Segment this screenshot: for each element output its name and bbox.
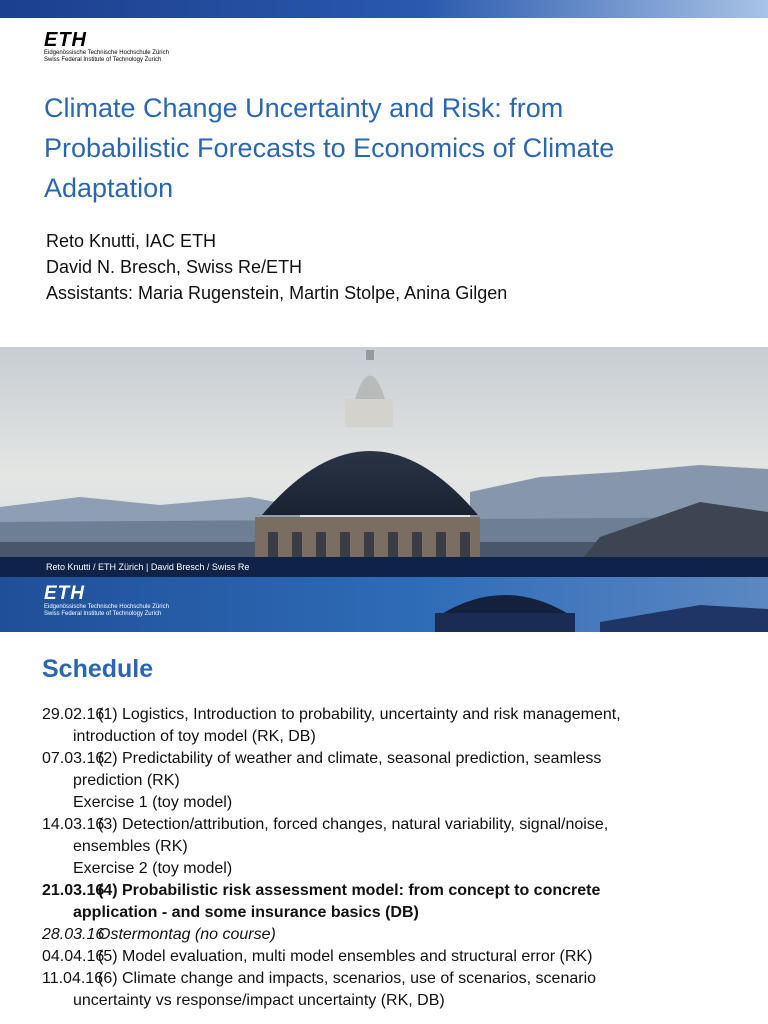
eth-logo-banner	[44, 584, 169, 618]
schedule-date: 21.03.16	[42, 882, 105, 899]
schedule-entry	[42, 704, 762, 726]
schedule-text: Exercise 1 (toy model)	[73, 794, 233, 811]
schedule-text: application - and some insurance basics (DB)	[73, 904, 419, 921]
schedule-entry-continuation	[42, 902, 762, 924]
eth-logo	[44, 30, 169, 64]
schedule-entry	[42, 880, 762, 902]
title-line: Probabilistic Forecasts to Economics of Climate	[44, 133, 615, 163]
eth-logo-subtitle-en: Swiss Federal Institute of Technology Zurich	[44, 611, 162, 617]
title-line: Climate Change Uncertainty and Risk: from	[44, 93, 564, 123]
schedule-entry	[42, 748, 762, 770]
schedule-date: 28.03.16	[42, 926, 105, 943]
schedule-entry-continuation	[42, 770, 762, 792]
schedule-text: (2) Predictability of weather and climate, seasonal prediction, seamless	[98, 750, 602, 767]
schedule-date: 04.04.16	[42, 948, 105, 965]
author-line: David N. Bresch, Swiss Re/ETH	[46, 257, 303, 277]
schedule-entry	[42, 924, 762, 946]
schedule-list	[42, 704, 762, 1012]
schedule-heading: Schedule	[42, 655, 154, 683]
schedule-entry	[42, 814, 762, 836]
eth-logo-mark: ETH	[44, 29, 87, 51]
eth-logo-mark: ETH	[44, 583, 85, 604]
schedule-text: (4) Probabilistic risk assessment model: from concept to concrete	[98, 882, 601, 899]
schedule-entry-continuation	[42, 792, 762, 814]
author-list	[46, 228, 507, 306]
schedule-entry	[42, 968, 762, 990]
schedule-entry-continuation	[42, 726, 762, 748]
schedule-text: introduction of toy model (RK, DB)	[73, 728, 316, 745]
eth-logo-subtitle-de: Eidgenössische Technische Hochschule Zürich	[44, 50, 169, 56]
photo-caption: Reto Knutti / ETH Zürich | David Bresch / Swiss Re	[46, 562, 250, 572]
schedule-date: 07.03.16	[42, 750, 105, 767]
schedule-text: (5) Model evaluation, multi model ensembles and structural error (RK)	[98, 948, 593, 965]
author-line: Assistants: Maria Rugenstein, Martin Stolpe, Anina Gilgen	[46, 283, 508, 303]
schedule-entry-continuation	[42, 858, 762, 880]
eth-logo-subtitle-de: Eidgenössische Technische Hochschule Zürich	[44, 604, 169, 610]
schedule-entry-continuation	[42, 836, 762, 858]
schedule-text: (6) Climate change and impacts, scenarios, use of scenarios, scenario	[98, 970, 597, 987]
document-title	[44, 88, 754, 208]
schedule-date: 11.04.16	[42, 970, 104, 987]
author-line: Reto Knutti, IAC ETH	[46, 231, 217, 251]
schedule-entry-continuation	[42, 990, 762, 1012]
schedule-date: 14.03.16	[42, 816, 105, 833]
schedule-text: ensembles (RK)	[73, 838, 188, 855]
schedule-entry	[42, 946, 762, 968]
schedule-text: (3) Detection/attribution, forced changes, natural variability, signal/noise,	[98, 816, 609, 833]
schedule-text: uncertainty vs response/impact uncertainty (RK, DB)	[73, 992, 445, 1009]
schedule-date: 29.02.16	[42, 706, 105, 723]
title-line: Adaptation	[44, 173, 174, 203]
top-banner-bar	[0, 0, 768, 18]
schedule-text: Exercise 2 (toy model)	[73, 860, 233, 877]
eth-logo-subtitle-en: Swiss Federal Institute of Technology Zurich	[44, 57, 162, 63]
schedule-text: (1) Logistics, Introduction to probability, uncertainty and risk management,	[98, 706, 621, 723]
schedule-text: prediction (RK)	[73, 772, 180, 789]
schedule-text: Ostermontag (no course)	[98, 926, 276, 943]
